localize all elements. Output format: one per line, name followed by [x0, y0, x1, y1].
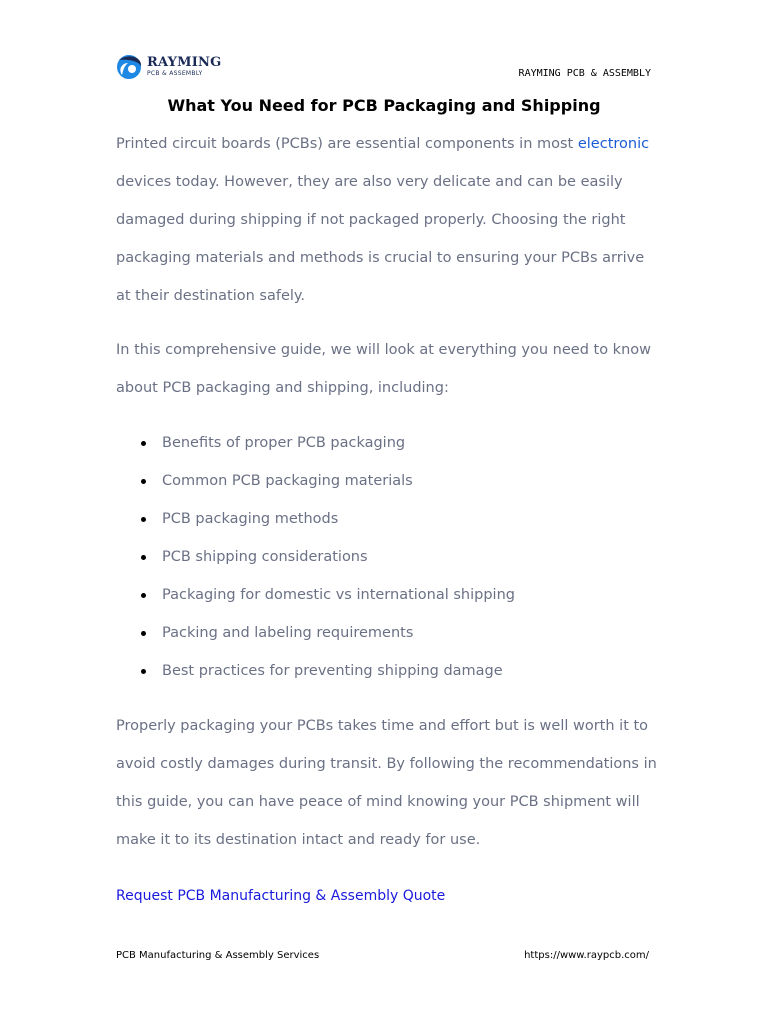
list-item-text: Packaging for domestic vs international shipping	[162, 587, 515, 603]
rayming-swirl-icon	[114, 51, 144, 81]
list-item-text: Common PCB packaging materials	[162, 473, 413, 489]
bullet-dot	[141, 593, 146, 598]
list-item	[116, 614, 661, 652]
logo-name: RAYMING	[147, 54, 222, 70]
guide-intro-paragraph: In this comprehensive guide, we will look at everything you need to know about PCB packaging and shipping, including:	[116, 342, 651, 396]
request-quote-link[interactable]: Request PCB Manufacturing & Assembly Quote	[116, 888, 446, 904]
list-item	[116, 576, 661, 614]
electronic-link[interactable]: electronic	[577, 136, 650, 152]
topic-list	[116, 424, 661, 690]
list-item	[116, 538, 661, 576]
footer-services-text: PCB Manufacturing & Assembly Services	[116, 950, 320, 961]
list-item-text: PCB shipping considerations	[162, 549, 368, 565]
intro-paragraph	[116, 125, 661, 315]
closing-paragraph: Properly packaging your PCBs takes time and effort but is well worth it to avoid costly damages during transit. By following the recommendations in this guide, you can have peace of mind knowing your PCB shipment will make it to its destination intact and ready for use.	[116, 718, 657, 848]
list-item	[116, 500, 661, 538]
document-body	[116, 125, 661, 915]
bullet-dot	[141, 631, 146, 636]
bullet-dot	[141, 441, 146, 446]
list-item-text: Best practices for preventing shipping damage	[162, 663, 503, 679]
intro-text-start: Printed circuit boards (PCBs) are essential components in most	[116, 136, 578, 152]
header-company-name: RAYMING PCB & ASSEMBLY	[518, 68, 651, 79]
bullet-dot	[141, 517, 146, 522]
bullet-dot	[141, 555, 146, 560]
intro-text-end: devices today. However, they are also very delicate and can be easily damaged during shipping if not packaged properly. Choosing the right packaging materials and methods is crucial to ensuring your PCBs arrive at their destination safely.	[116, 174, 645, 304]
page-title: What You Need for PCB Packaging and Shipping	[167, 96, 601, 115]
list-item	[116, 652, 661, 690]
list-item	[116, 424, 661, 462]
list-item-text: Benefits of proper PCB packaging	[162, 435, 406, 451]
company-logo	[114, 50, 224, 82]
list-item-text: PCB packaging methods	[162, 511, 339, 527]
bullet-dot	[141, 479, 146, 484]
logo-subtitle: PCB & ASSEMBLY	[147, 69, 203, 77]
footer-url: https://www.raypcb.com/	[524, 950, 649, 961]
list-item	[116, 462, 661, 500]
bullet-dot	[141, 669, 146, 674]
list-item-text: Packing and labeling requirements	[162, 625, 414, 641]
